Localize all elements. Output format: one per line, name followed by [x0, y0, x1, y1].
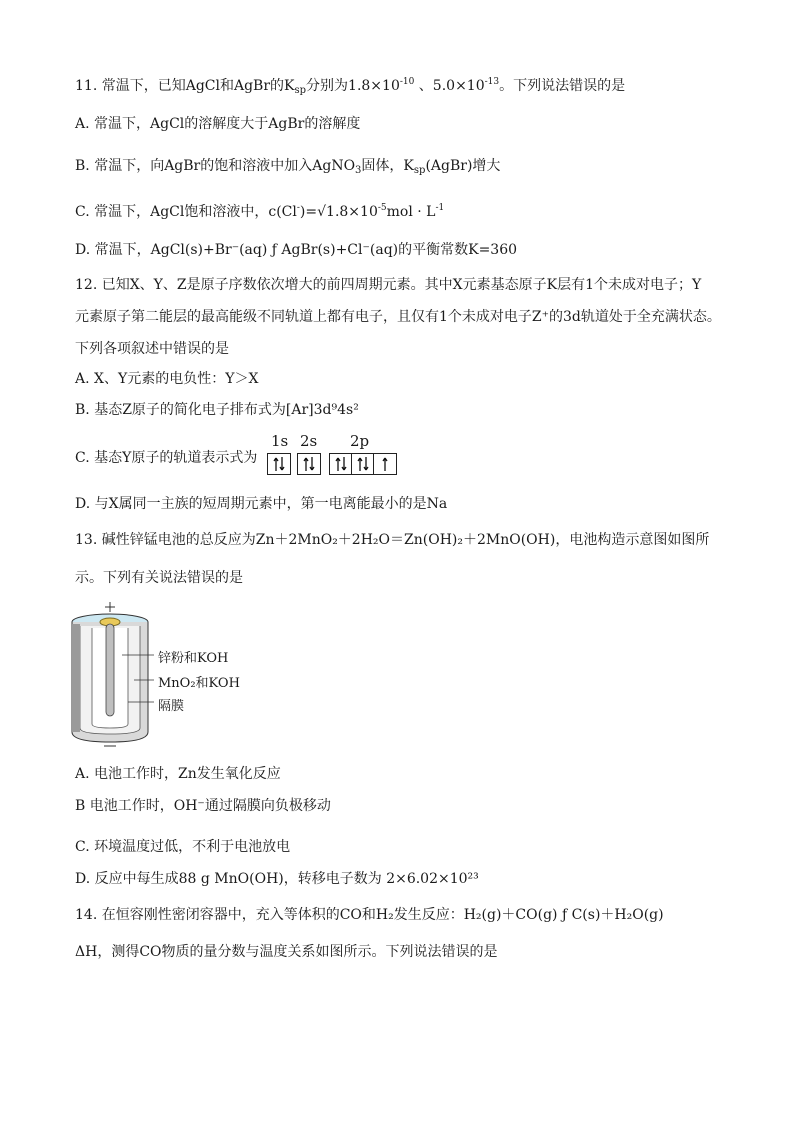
- q11-stem: 11. 常温下，已知AgCl和AgBr的$K_{sp}$分别为$1.8\times 10^{-10}$ 、$5.0\times 10^{-13}$。下列说法错误的是: [75, 77, 626, 96]
- orbital-cell-2s: [298, 454, 320, 474]
- q12-option-c: C. 基态Y原子的轨道表示式为: [75, 450, 258, 466]
- single-electron-icon: [377, 455, 393, 473]
- q12-option-a: A. X、Y元素的电负性：Y＞X: [75, 371, 259, 387]
- orbital-cell-2p-2: [352, 454, 374, 474]
- q12-stem-line-1: 12. 已知X、Y、Z是原子序数依次增大的前四周期元素。其中X元素基态原子K层有1个未成对电子；Y: [75, 277, 702, 293]
- q13-option-d: D. 反应中每生成88 g MnO(OH)，转移电子数为 2×6.02×10²³: [75, 871, 479, 887]
- q13-stem-line-1: 13. 碱性锌锰电池的总反应为Zn＋2MnO₂＋2H₂O＝Zn(OH)₂＋2MnO(OH)，电池构造示意图如图所: [75, 532, 710, 548]
- label-zinc-koh: 锌粉和KOH: [158, 651, 229, 666]
- label-mno2-koh: MnO₂和KOH: [158, 676, 240, 691]
- q12-option-d: D. 与X属同一主族的短周期元素中，第一电离能最小的是Na: [75, 496, 448, 512]
- q11-option-b: B. 常温下，向AgBr的饱和溶液中加入AgNO$_3$固体，$K_{sp}(AgBr)$增大: [75, 158, 501, 176]
- paired-electron-icon: [301, 455, 317, 473]
- orbital-box-2s: [297, 453, 321, 475]
- q11-option-a: A. 常温下，AgCl的溶解度大于AgBr的溶解度: [75, 116, 361, 132]
- orbital-label-1s: 1s: [271, 432, 289, 450]
- q11-option-c: C. 常温下，AgCl饱和溶液中，$c(Cl^-)=√1.8\times 10^{-5}mol \cdot L^{-1}$: [75, 203, 445, 220]
- battery-diagram: [66, 600, 256, 750]
- q11-option-d: D. 常温下，AgCl(s)+Br⁻(aq) ƒ AgBr(s)+Cl⁻(aq)的平衡常数K=360: [75, 242, 518, 258]
- paired-electron-icon: [271, 455, 287, 473]
- orbital-box-2p: [329, 453, 397, 475]
- orbital-cell-2p-3: [374, 454, 396, 474]
- paired-electron-icon: [333, 455, 349, 473]
- q12-option-b: B. 基态Z原子的简化电子排布式为[Ar]3d⁹4s²: [75, 402, 359, 418]
- q14-stem-line-2: ΔH，测得CO物质的量分数与温度关系如图所示。下列说法错误的是: [75, 944, 498, 960]
- orbital-cell-1s: [268, 454, 290, 474]
- paired-electron-icon: [355, 455, 371, 473]
- orbital-label-2s: 2s: [300, 432, 318, 450]
- q13-option-a: A. 电池工作时，Zn发生氧化反应: [75, 766, 281, 782]
- orbital-box-1s: [267, 453, 291, 475]
- q14-stem-line-1: 14. 在恒容刚性密闭容器中，充入等体积的CO和H₂发生反应：H₂(g)＋CO(g) ƒ C(s)＋H₂O(g): [75, 907, 664, 923]
- orbital-cell-2p-1: [330, 454, 352, 474]
- q12-stem-line-2: 元素原子第二能层的最高能级不同轨道上都有电子，且仅有1个未成对电子Z⁺的3d轨道处于全充满状态。: [75, 309, 721, 325]
- q13-stem-line-2: 示。下列有关说法错误的是: [75, 570, 243, 586]
- q13-option-b: B 电池工作时，OH⁻通过隔膜向负极移动: [75, 798, 331, 814]
- q12-stem-line-3: 下列各项叙述中错误的是: [75, 341, 229, 357]
- q13-option-c: C. 环境温度过低，不利于电池放电: [75, 839, 291, 855]
- orbital-label-2p: 2p: [350, 432, 370, 450]
- label-separator: 隔膜: [158, 699, 185, 714]
- battery-cross-section-icon: [66, 600, 156, 750]
